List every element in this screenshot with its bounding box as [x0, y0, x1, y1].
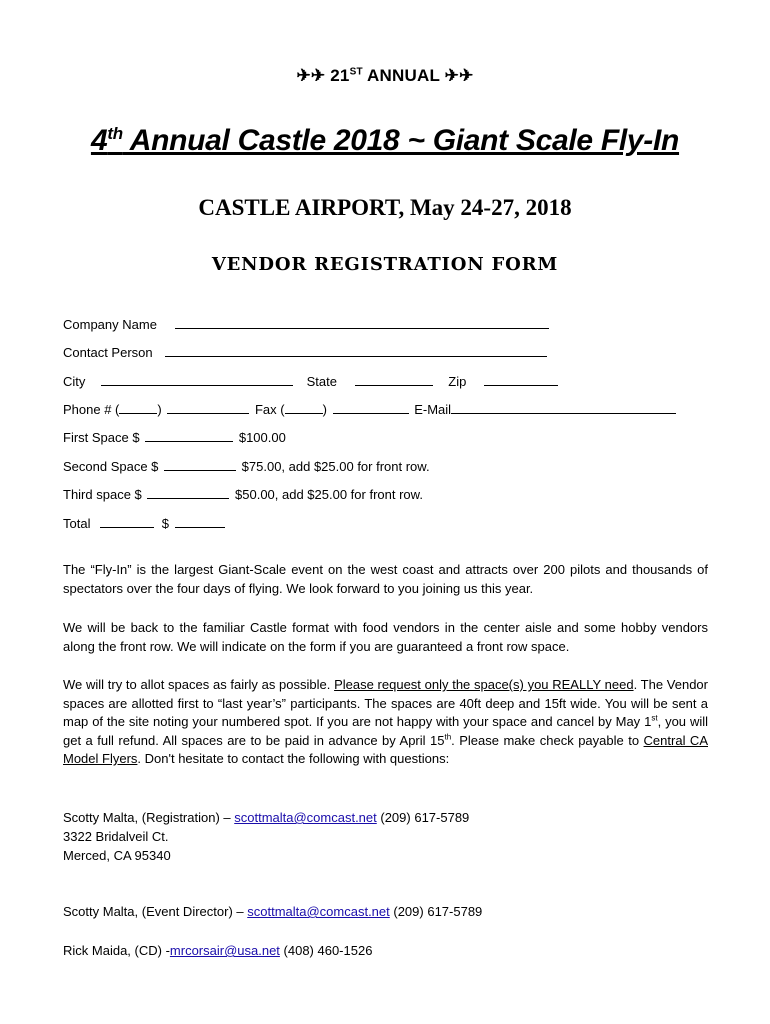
total-amount-field[interactable] — [175, 515, 225, 528]
fax-number-field[interactable] — [333, 401, 409, 414]
phone-area-code-field[interactable] — [119, 401, 157, 414]
phone-number-field[interactable] — [167, 401, 249, 414]
registration-email-link[interactable]: scottmalta@comcast.net — [234, 810, 377, 825]
city-field[interactable] — [101, 373, 293, 386]
cd-contact: Rick Maida, (CD) -mrcorsair@usa.net (408) 460-1526 — [63, 943, 373, 958]
company-name-field[interactable] — [175, 316, 549, 329]
second-space-field[interactable] — [164, 458, 236, 471]
state-field[interactable] — [355, 373, 433, 386]
first-space-row: First Space $ $100.00 — [63, 430, 286, 445]
annual-banner: ✈✈ 21ST ANNUAL ✈✈ — [296, 66, 474, 85]
contact-person-field[interactable] — [165, 344, 547, 357]
airplane-icon: ✈✈ — [296, 66, 326, 85]
phone-fax-email-row: Phone # ( ) Fax ( ) E-Mail — [63, 401, 676, 417]
city-state-zip-row: City State Zip — [63, 373, 558, 389]
email-field[interactable] — [451, 401, 676, 414]
total-spaces-field[interactable] — [100, 515, 154, 528]
cd-email-link[interactable]: mrcorsair@usa.net — [169, 943, 280, 958]
allotment-paragraph: We will try to allot spaces as fairly as possible. Please request only the space(s) you REALLY need. The Vendor spaces are allotted first to “last year’s” participants. The spaces are 40ft deep and 15ft wide. You will be sent a map of the site noting your numbered spot. If you are not happy with your space and cancel by May 1st, you will get a full refund. All spaces are to be paid in advance by April 15th. Please make check payable to Central CA Model Flyers. Don't hesitate to contact the following with questions: — [63, 677, 708, 766]
third-space-row: Third space $ $50.00, add $25.00 for front row. — [63, 487, 423, 502]
registration-contact: Scotty Malta, (Registration) – scottmalta@comcast.net (209) 617-5789 3322 Bridalveil Ct. Merced, CA 95340 — [63, 810, 470, 863]
fax-area-code-field[interactable] — [285, 401, 323, 414]
zip-field[interactable] — [484, 373, 558, 386]
event-director-email-link[interactable]: scottmalta@comcast.net — [247, 904, 390, 919]
contact-person-row: Contact Person — [63, 344, 547, 360]
event-director-contact: Scotty Malta, (Event Director) – scottmalta@comcast.net (209) 617-5789 — [63, 904, 483, 919]
intro-paragraph: The “Fly-In” is the largest Giant-Scale event on the west coast and attracts over 200 pilots and thousands of spectators over the four days of flying. We look forward to you joining us this year. — [63, 562, 708, 596]
event-location-date: CASTLE AIRPORT, May 24-27, 2018 — [198, 195, 572, 220]
total-row: Total $ — [63, 515, 225, 531]
format-paragraph: We will be back to the familiar Castle format with food vendors in the center aisle and some hobby vendors along the front row. We will indicate on the form if you are guaranteed a front row space. — [63, 620, 708, 654]
airplane-icon: ✈✈ — [444, 66, 474, 85]
page-title: 4th Annual Castle 2018 ~ Giant Scale Fly-In — [90, 124, 680, 157]
third-space-field[interactable] — [147, 486, 229, 499]
second-space-row: Second Space $ $75.00, add $25.00 for front row. — [63, 459, 430, 474]
first-space-field[interactable] — [145, 429, 233, 442]
company-name-row: Company Name — [63, 316, 549, 332]
form-title: VENDOR REGISTRATION FORM — [211, 254, 559, 275]
